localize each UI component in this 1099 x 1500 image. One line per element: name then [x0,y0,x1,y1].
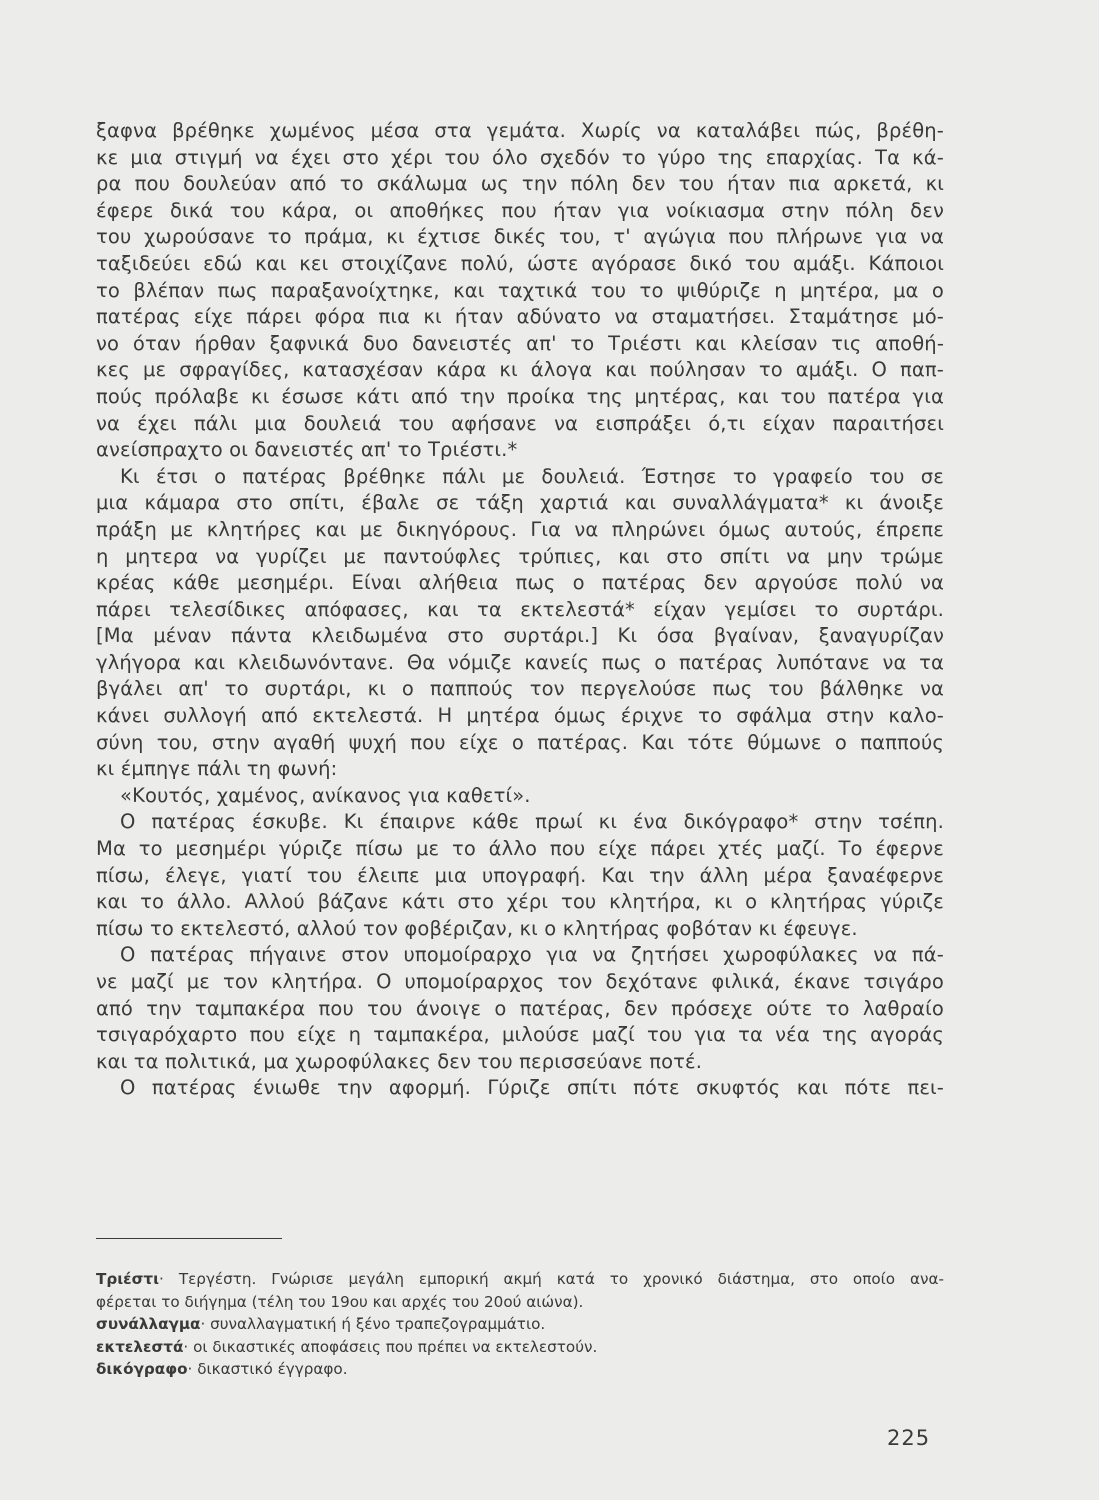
footnote-divider [96,1238,282,1239]
text-line: από την ταμπακέρα που του άνοιγε ο πατέρας, δεν πρόσεχε ούτε το λαθραίο [96,996,944,1020]
text-line: Μα το μεσημέρι γύριζε πίσω με το άλλο που είχε πάρει χτές μαζί. Το έφερνε [96,837,944,861]
footnote-term: εκτελεστά [96,1337,184,1356]
text-line: «Κουτός, χαμένος, ανίκανος για καθετί». [120,783,531,807]
text-line: Ο πατέρας ένιωθε την αφορμή. Γύριζε σπίτι πότε σκυφτός και πότε πει- [120,1076,944,1100]
text-line: η μητερα να γυρίζει με παντούφλες τρύπιες, και στο σπίτι να μην τρώμε [96,544,944,568]
text-line: κάνει συλλογή από εκτελεστά. Η μητέρα όμως έριχνε το σφάλμα στην καλο- [96,704,944,728]
footnote-definition: συναλλαγματική ή ξένο τραπεζογραμμάτιο. [210,1315,546,1333]
text-line: σύνη του, στην αγαθή ψυχή που είχε ο πατέρας. Και τότε θύμωνε ο παππούς [96,730,944,754]
footnote-line: φέρεται το διήγημα (τέλη του 19ου και αρχές του 20ού αιώνα). [96,1292,584,1311]
text-line: Ο πατέρας έσκυβε. Κι έπαιρνε κάθε πρωί κι ένα δικόγραφο* στην τσέπη. [120,810,944,834]
footnotes [96,1268,944,1381]
text-line: γλήγορα και κλειδωνόντανε. Θα νόμιζε κανείς πως ο πατέρας λυπότανε να τα [96,650,944,674]
footnote-separator: · [200,1315,211,1333]
footnote-definition: οι δικαστικές αποφάσεις που πρέπει να εκτελεστούν. [193,1337,598,1356]
text-line: το βλέπαν πως παραξανοίχτηκε, και ταχτικά του το ψιθύριζε η μητέρα, μα ο [96,278,944,302]
footnote-separator: · [187,1360,198,1378]
footnote-term: δικόγραφο [96,1360,188,1378]
text-line: ξαφνα βρέθηκε χωμένος μέσα στα γεμάτα. Χωρίς να καταλάβει πώς, βρέθη- [96,119,944,142]
text-line: πούς πρόλαβε κι έσωσε κάτι από την προίκα της μητέρας, και του πατέρα για [96,384,944,408]
text-line: πίσω, έλεγε, γιατί του έλειπε μια υπογραφή. Και την άλλη μέρα ξαναέφερνε [96,863,944,887]
footnote-definition: Τεργέστη. Γνώρισε μεγάλη εμπορική ακμή κατά το χρονικό διάστημα, στο οποίο ανα- [178,1270,944,1288]
text-line: κε μια στιγμή να έχει στο χέρι του όλο σχεδόν το γύρο της επαρχίας. Τα κά- [96,145,944,169]
text-line: Ο πατέρας πήγαινε στον υπομοίραρχο για να ζητήσει χωροφύλακες να πά- [120,943,944,967]
footnote-line [96,1313,944,1336]
text-line: μια κάμαρα στο σπίτι, έβαλε σε τάξη χαρτιά και συναλλάγματα* κι άνοιξε [96,491,944,515]
body-text [96,118,944,1102]
footnote-separator: · [183,1337,194,1356]
text-line: Κι έτσι ο πατέρας βρέθηκε πάλι με δουλειά. Έστησε το γραφείο του σε [120,464,944,488]
text-line: ρα που δουλεύαν από το σκάλωμα ως την πόλη δεν του ήταν πια αρκετά, κι [96,172,944,196]
text-line: τσιγαρόχαρτο που είχε η ταμπακέρα, μιλούσε μαζί του για τα νέα της αγοράς [96,1023,944,1047]
text-line: πίσω το εκτελεστό, αλλού τον φοβέριζαν, κι ο κλητήρας φοβόταν κι έφευγε. [96,916,858,940]
text-line: και τα πολιτικά, μα χωροφύλακες δεν του περισσεύανε ποτέ. [96,1049,703,1073]
text-line: πράξη με κλητήρες και με δικηγόρους. Για να πληρώνει όμως αυτούς, έπρεπε [96,517,944,541]
text-line: έφερε δικά του κάρα, οι αποθήκες που ήταν για νοίκιασμα στην πόλη δεν [96,198,944,222]
text-line: κες με σφραγίδες, κατασχέσαν κάρα κι άλογα και πούλησαν το αμάξι. Ο παπ- [96,358,944,382]
text-line: νο όταν ήρθαν ξαφνικά δυο δανειστές απ' το Τριέστι και κλείσαν τις αποθή- [96,331,944,355]
footnote-definition: δικαστικό έγγραφο. [197,1360,348,1378]
footnote-separator: · [159,1270,179,1288]
text-line: ταξιδεύει εδώ και κει στοιχίζανε πολύ, ώστε αγόρασε δικό του αμάξι. Κάποιοι [96,251,944,275]
text-line: του χωρούσανε το πράμα, κι έχτισε δικές του, τ' αγώγια που πλήρωνε για να [96,225,944,249]
text-line: νε μαζί με τον κλητήρα. Ο υπομοίραρχος τον δεχότανε φιλικά, έκανε τσιγάρο [96,970,944,993]
text-line: να έχει πάλι μια δουλειά του αφήσανε να εισπράξει ό,τι είχαν παραιτήσει [96,411,944,435]
footnote-term: συνάλλαγμα [96,1315,201,1333]
text-line: πατέρας είχε πάρει φόρα πια κι ήταν αδύνατο να σταματήσει. Σταμάτησε μό- [96,305,944,329]
footnote-term: Τριέστι [96,1270,160,1288]
text-line: βγάλει απ' το συρτάρι, κι ο παππούς τον περγελούσε πως του βάλθηκε να [96,677,944,701]
text-line: κι έμπηγε πάλι τη φωνή: [96,757,338,781]
footnote-line [96,1268,944,1291]
text-line: [Μα μέναν πάντα κλειδωμένα στο συρτάρι.] Κι όσα βγαίναν, ξαναγυρίζαν [96,624,944,648]
footnote-line [96,1336,944,1359]
text-line: πάρει τελεσίδικες απόφασες, και τα εκτελεστά* είχαν γεμίσει το συρτάρι. [96,597,944,621]
page-number: 225 [887,1426,931,1450]
text-line: κρέας κάθε μεσημέρι. Είναι αλήθεια πως ο πατέρας δεν αργούσε πολύ να [96,571,944,595]
text-line: και το άλλο. Αλλού βάζανε κάτι στο χέρι του κλητήρα, κι ο κλητήρας γύριζε [96,890,944,914]
text-line: ανείσπραχτο οι δανειστές απ' το Τριέστι.* [96,438,518,462]
footnote-line [96,1358,944,1381]
